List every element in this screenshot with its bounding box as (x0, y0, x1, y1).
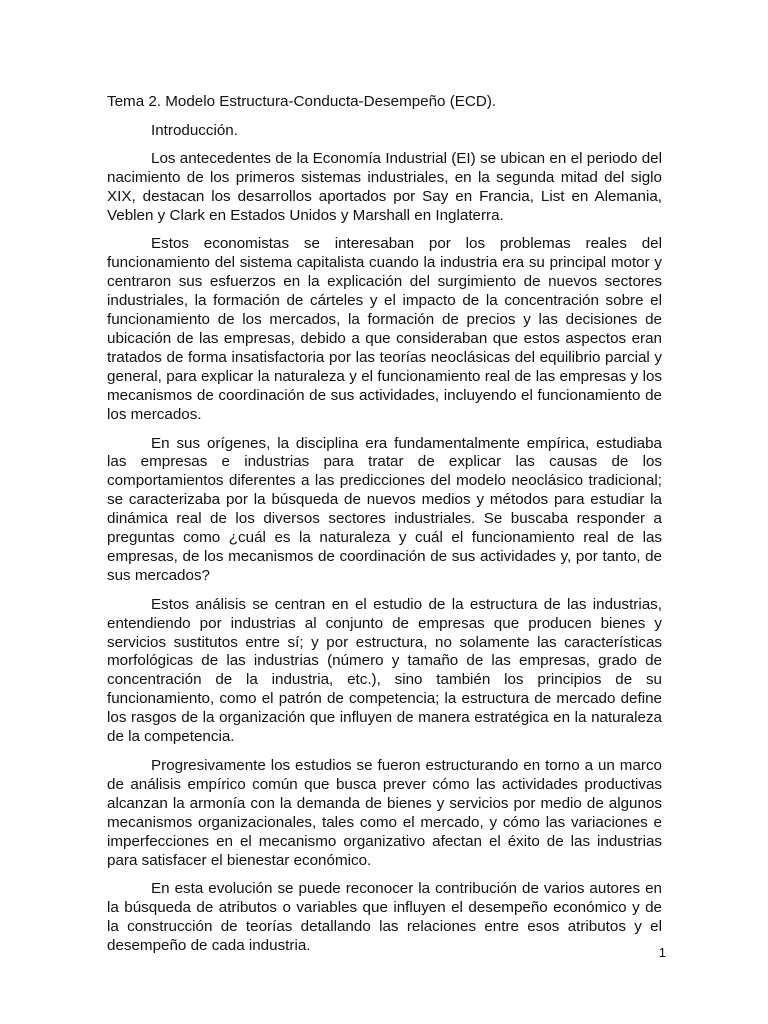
paragraph: En sus orígenes, la disciplina era fundamentalmente empírica, estudiaba las empresas e industrias para tratar de explicar las causas de los comportamientos diferentes a las predicciones del modelo neoclásico tradicional; se caracterizaba por la búsqueda de nuevos medios y métodos para estudiar la dinámica real de los diversos sectores industriales. Se buscaba responder a preguntas como ¿cuál es la naturaleza y cuál el funcionamiento real de las empresas, de los mecanismos de coordinación de sus actividades y, por tanto, de sus mercados? (107, 434, 662, 584)
paragraph: Los antecedentes de la Economía Industrial (EI) se ubican en el periodo del nacimiento de los primeros sistemas industriales, en la segunda mitad del siglo XIX, destacan los desarrollos aportados por Say en Francia, List en Alemania, Veblen y Clark en Estados Unidos y Marshall en Inglaterra. (107, 149, 662, 224)
paragraph: Estos economistas se interesaban por los problemas reales del funcionamiento del sistema capitalista cuando la industria era su principal motor y centraron sus esfuerzos en la explicación del surgimiento de nuevos sectores industriales, la formación de cárteles y el impacto de la concentración sobre el funcionamiento de los mercados, la formación de precios y las decisiones de ubicación de las empresas, debido a que consideraban que estos aspectos eran tratados de forma insatisfactoria por las teorías neoclásicas del equilibrio parcial y general, para explicar la naturaleza y el funcionamiento real de las empresas y los mecanismos de coordinación de sus actividades, incluyendo el funcionamiento de los mercados. (107, 235, 662, 423)
paragraph: En esta evolución se puede reconocer la contribución de varios autores en la búsqueda de atributos o variables que influyen el desempeño económico y de la construcción de teorías detallando las relaciones entre esos atributos y el desempeño de cada industria. (107, 880, 662, 955)
paragraph: Progresivamente los estudios se fueron estructurando en torno a un marco de análisis empírico común que busca prever cómo las actividades productivas alcanzan la armonía con la demanda de bienes y servicios por medio de algunos mecanismos organizacionales, tales como el mercado, y cómo las variaciones e imperfecciones en el mecanismo organizativo afectan el éxito de las industrias para satisfacer el bienestar económico. (107, 757, 662, 869)
page-number: 1 (658, 945, 666, 960)
section-heading: Introducción. (151, 121, 238, 139)
document-title: Tema 2. Modelo Estructura-Conducta-Desempeño (ECD). (107, 93, 497, 110)
page-body (107, 93, 662, 966)
paragraph: Estos análisis se centran en el estudio de la estructura de las industrias, entendiendo por industrias al conjunto de empresas que producen bienes y servicios sustitutos entre sí; y por estructura, no solamente las características morfológicas de las industrias (número y tamaño de las empresas, grado de concentración de la industria, etc.), sino también los principios de su funcionamiento, como el patrón de competencia; la estructura de mercado define los rasgos de la organización que influyen de manera estratégica en la naturaleza de la competencia. (107, 595, 662, 746)
